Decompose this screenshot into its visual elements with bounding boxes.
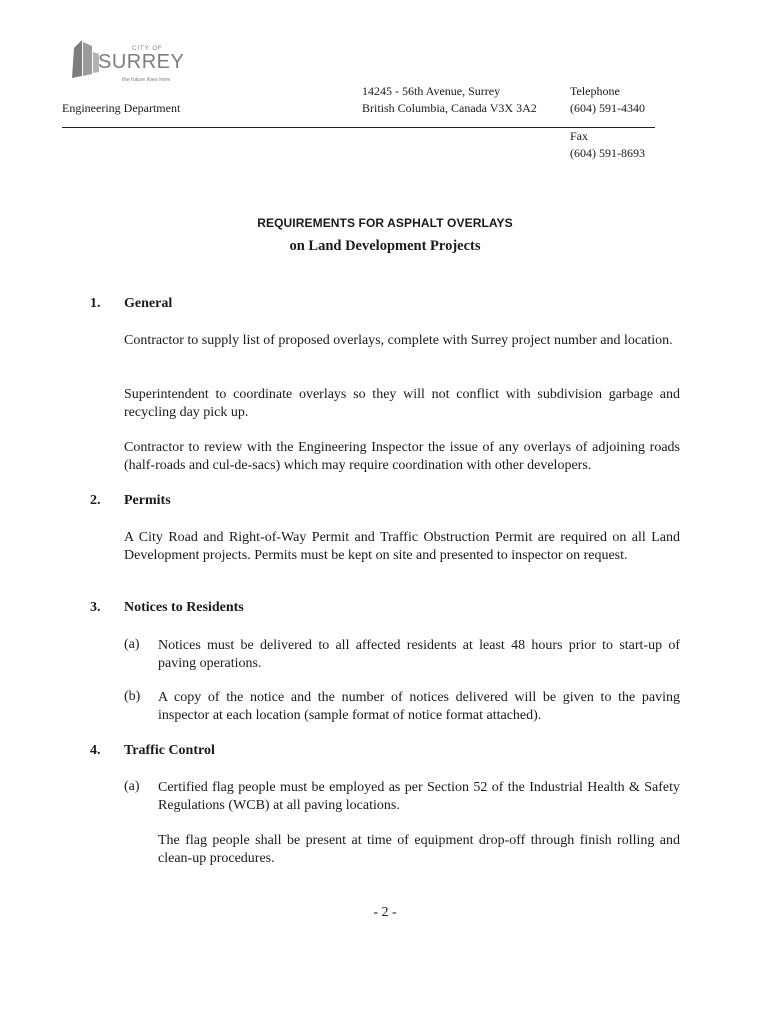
section-heading: Traffic Control <box>124 743 215 758</box>
telephone-number: (604) 591-4340 <box>570 101 645 115</box>
section-number: 2. <box>90 493 101 508</box>
item-text: Notices must be delivered to all affected residents at least 48 hours prior to start-up of paving operations. <box>158 638 680 671</box>
item-continuation: The flag people shall be present at time of equipment drop-off through finish rolling and clean-up procedures. <box>158 833 680 866</box>
section-number: 1. <box>90 296 101 311</box>
page-number: - 2 - <box>373 905 397 920</box>
section-heading: Notices to Residents <box>124 600 244 615</box>
item-letter: (a) <box>124 637 140 652</box>
address-line-1: 14245 - 56th Avenue, Surrey <box>362 84 501 98</box>
document-subtitle: on Land Development Projects <box>289 238 481 254</box>
header-divider <box>62 127 655 128</box>
address-block <box>362 83 537 117</box>
document-title: REQUIREMENTS FOR ASPHALT OVERLAYS <box>257 216 513 230</box>
department-name: Engineering Department <box>62 101 181 115</box>
section-number: 4. <box>90 743 101 758</box>
address-line-2: British Columbia, Canada V3X 3A2 <box>362 101 537 115</box>
fax-block <box>570 128 645 162</box>
item-text: Certified flag people must be employed as per Section 52 of the Industrial Health & Safety Regulations (WCB) at all paving locations. <box>158 780 680 813</box>
city-of-surrey-logo <box>70 38 190 88</box>
paragraph: A City Road and Right-of-Way Permit and Traffic Obstruction Permit are required on all Land Development projects. Permits must be kept on site and presented to inspector on request. <box>124 530 680 563</box>
logo-name: SURREY <box>98 51 185 73</box>
skyline-icon <box>70 38 190 88</box>
paragraph: Contractor to supply list of proposed overlays, complete with Surrey project number and location. <box>124 333 673 348</box>
section-heading: General <box>124 296 173 311</box>
item-letter: (a) <box>124 779 140 794</box>
paragraph: Contractor to review with the Engineering Inspector the issue of any overlays of adjoining roads (half-roads and cul-de-sacs) which may require coordination with other developers. <box>124 440 680 473</box>
logo-small-text: CITY OF <box>132 46 163 52</box>
section-number: 3. <box>90 600 101 615</box>
fax-label: Fax <box>570 129 588 143</box>
item-text: A copy of the notice and the number of notices delivered will be given to the paving inspector at each location (sample format of notice format attached). <box>158 690 680 723</box>
item-letter: (b) <box>124 689 141 704</box>
paragraph: Superintendent to coordinate overlays so they will not conflict with subdivision garbage and recycling day pick up. <box>124 387 680 420</box>
section-heading: Permits <box>124 493 171 508</box>
telephone-label: Telephone <box>570 84 620 98</box>
fax-number: (604) 591-8693 <box>570 146 645 160</box>
logo-tagline: the future lives here <box>122 77 171 83</box>
telephone-block <box>570 83 645 117</box>
